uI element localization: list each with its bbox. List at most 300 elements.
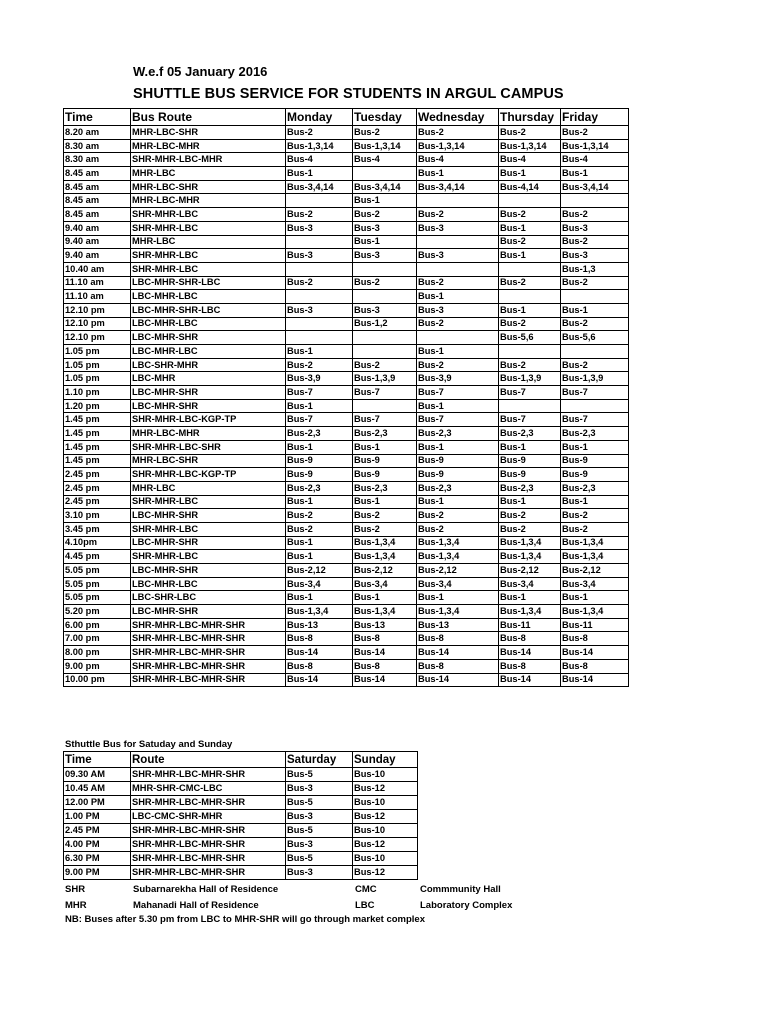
table-cell: 2.45 pm <box>64 481 131 495</box>
table-cell: Bus-3,4,14 <box>286 180 353 194</box>
table-cell: Bus-3,4,14 <box>417 180 499 194</box>
table-cell: Bus-2 <box>417 358 499 372</box>
table-cell: Bus-9 <box>353 468 417 482</box>
table-cell: Bus-2 <box>499 276 561 290</box>
table-cell: LBC-MHR-LBC <box>131 317 286 331</box>
table-cell <box>417 235 499 249</box>
table-cell: Bus-1,3,14 <box>417 139 499 153</box>
table-cell: Bus-13 <box>286 618 353 632</box>
table-cell: Bus-7 <box>417 386 499 400</box>
table-cell: Bus-1,3,4 <box>561 550 629 564</box>
table-row <box>64 522 629 536</box>
table-cell: 5.05 pm <box>64 564 131 578</box>
table-cell: 1.45 pm <box>64 427 131 441</box>
table-cell: Bus-2,12 <box>286 564 353 578</box>
table-cell: 6.30 PM <box>64 852 131 866</box>
table-cell <box>286 262 353 276</box>
table-cell: Bus-1 <box>353 440 417 454</box>
table-cell: Bus-1,3,9 <box>353 372 417 386</box>
weekday-header-row <box>64 109 629 126</box>
table-cell: 12.10 pm <box>64 331 131 345</box>
table-cell: Bus-4,14 <box>499 180 561 194</box>
table-cell: MHR-LBC-MHR <box>131 427 286 441</box>
table-cell: LBC-MHR-SHR <box>131 536 286 550</box>
table-cell: Bus-1,3,4 <box>417 550 499 564</box>
table-row <box>64 208 629 222</box>
table-cell: 4.10pm <box>64 536 131 550</box>
table-cell <box>499 290 561 304</box>
table-cell: Bus-2 <box>353 208 417 222</box>
legend-full-mhr: Mahanadi Hall of Residence <box>133 900 259 911</box>
table-cell: Bus-10 <box>353 824 418 838</box>
table-cell: Bus-1 <box>561 167 629 181</box>
table-cell: Bus-10 <box>353 768 418 782</box>
table-cell <box>286 317 353 331</box>
table-cell <box>499 194 561 208</box>
table-cell: SHR-MHR-LBC-SHR <box>131 440 286 454</box>
table-cell: Bus-5 <box>286 824 353 838</box>
weekend-schedule-table <box>63 751 418 880</box>
table-cell: SHR-MHR-LBC-MHR-SHR <box>131 796 286 810</box>
table-cell: Bus-1,3,4 <box>417 536 499 550</box>
table-cell: Bus-1,3,4 <box>499 536 561 550</box>
table-cell: Bus-3,4 <box>286 577 353 591</box>
table-cell: LBC-MHR-SHR <box>131 605 286 619</box>
table-row <box>64 564 629 578</box>
table-row <box>64 796 418 810</box>
table-cell: Bus-3,4,14 <box>561 180 629 194</box>
table-cell: Bus-3,4 <box>561 577 629 591</box>
table-cell: Bus-2 <box>286 522 353 536</box>
page-title: SHUTTLE BUS SERVICE FOR STUDENTS IN ARGUL CAMPUS <box>133 86 564 102</box>
table-cell: Bus-1 <box>286 167 353 181</box>
table-cell <box>353 167 417 181</box>
table-row <box>64 249 629 263</box>
table-cell <box>417 331 499 345</box>
table-cell: LBC-MHR-LBC <box>131 290 286 304</box>
table-cell: Bus-3 <box>286 810 353 824</box>
table-cell: LBC-MHR-SHR <box>131 564 286 578</box>
table-cell: 8.45 am <box>64 194 131 208</box>
table-cell: Bus-8 <box>561 659 629 673</box>
table-cell: Bus-8 <box>286 659 353 673</box>
table-cell: MHR-LBC <box>131 167 286 181</box>
table-cell <box>561 399 629 413</box>
table-cell: 5.20 pm <box>64 605 131 619</box>
table-cell: Bus-7 <box>353 386 417 400</box>
table-cell: Bus-1 <box>286 345 353 359</box>
table-cell: SHR-MHR-LBC-MHR-SHR <box>131 646 286 660</box>
table-cell: Bus-2 <box>417 276 499 290</box>
table-row <box>64 221 629 235</box>
table-row <box>64 646 629 660</box>
table-cell <box>286 331 353 345</box>
table-cell: Bus-1,3 <box>561 262 629 276</box>
table-cell: Bus-1 <box>561 495 629 509</box>
table-cell: 09.30 AM <box>64 768 131 782</box>
table-cell <box>561 194 629 208</box>
table-cell: 8.00 pm <box>64 646 131 660</box>
table-cell: Bus-2,3 <box>353 481 417 495</box>
table-cell: Bus-9 <box>286 454 353 468</box>
table-row <box>64 372 629 386</box>
table-cell: Bus-5,6 <box>499 331 561 345</box>
table-row <box>64 577 629 591</box>
table-cell: Bus-2 <box>286 509 353 523</box>
table-row <box>64 481 629 495</box>
table-cell: Bus-12 <box>353 866 418 880</box>
table-cell: Bus-2,3 <box>286 481 353 495</box>
table-cell: Bus-13 <box>353 618 417 632</box>
table-cell: 3.45 pm <box>64 522 131 536</box>
table-cell: Bus-1 <box>499 591 561 605</box>
table-cell: LBC-MHR-LBC <box>131 345 286 359</box>
table-cell: Bus-10 <box>353 852 418 866</box>
table-cell: Bus-7 <box>561 413 629 427</box>
table-cell: 2.45 PM <box>64 824 131 838</box>
table-cell: Bus-1,3,14 <box>353 139 417 153</box>
table-cell: MHR-SHR-CMC-LBC <box>131 782 286 796</box>
table-cell: SHR-MHR-LBC-MHR-SHR <box>131 838 286 852</box>
table-cell <box>561 345 629 359</box>
table-row <box>64 345 629 359</box>
table-cell: Bus-3 <box>417 303 499 317</box>
table-cell: 1.00 PM <box>64 810 131 824</box>
table-cell: Bus-3 <box>353 303 417 317</box>
table-cell: Bus-9 <box>417 454 499 468</box>
table-cell: 12.10 pm <box>64 303 131 317</box>
legend-abbr-cmc: CMC <box>355 884 377 895</box>
table-cell: Bus-2 <box>353 358 417 372</box>
table-cell: Bus-8 <box>417 632 499 646</box>
table-cell: Bus-1,3,9 <box>561 372 629 386</box>
table-cell: Bus-1 <box>499 221 561 235</box>
table-row <box>64 167 629 181</box>
note-text: NB: Buses after 5.30 pm from LBC to MHR-SHR will go through market complex <box>65 914 425 925</box>
table-cell: Bus-3 <box>353 249 417 263</box>
table-cell: Bus-1 <box>353 235 417 249</box>
table-cell: Bus-2 <box>499 509 561 523</box>
table-cell: Bus-2 <box>561 522 629 536</box>
table-cell: Bus-3 <box>417 249 499 263</box>
table-row <box>64 454 629 468</box>
table-cell: SHR-MHR-LBC <box>131 495 286 509</box>
table-cell: Bus-1 <box>499 440 561 454</box>
table-cell: Bus-4 <box>286 153 353 167</box>
table-cell: Bus-2 <box>499 126 561 140</box>
table-cell: Bus-1 <box>499 303 561 317</box>
table-row <box>64 838 418 852</box>
table-cell: 9.40 am <box>64 221 131 235</box>
table-cell: SHR-MHR-LBC <box>131 522 286 536</box>
column-header-monday: Monday <box>286 109 353 126</box>
table-row <box>64 468 629 482</box>
table-row <box>64 317 629 331</box>
table-cell: Bus-5 <box>286 852 353 866</box>
table-cell: Bus-1,3,4 <box>286 605 353 619</box>
weekend-caption: Sthuttle Bus for Satuday and Sunday <box>65 739 233 750</box>
table-row <box>64 866 418 880</box>
table-cell: 9.40 am <box>64 249 131 263</box>
table-cell: Bus-2 <box>353 276 417 290</box>
table-cell: Bus-14 <box>561 646 629 660</box>
table-cell: Bus-2 <box>499 208 561 222</box>
table-cell: Bus-2,3 <box>286 427 353 441</box>
table-row <box>64 824 418 838</box>
table-cell: Bus-1 <box>353 495 417 509</box>
table-cell: Bus-2,3 <box>417 481 499 495</box>
table-cell: 8.45 am <box>64 208 131 222</box>
table-cell: 1.45 pm <box>64 454 131 468</box>
table-cell: Bus-3,4,14 <box>353 180 417 194</box>
table-cell: 11.10 am <box>64 276 131 290</box>
table-cell: SHR-MHR-LBC-KGP-TP <box>131 413 286 427</box>
table-cell: 1.20 pm <box>64 399 131 413</box>
table-row <box>64 591 629 605</box>
table-row <box>64 399 629 413</box>
table-cell: Bus-9 <box>417 468 499 482</box>
table-cell: Bus-1 <box>286 440 353 454</box>
table-cell: Bus-1 <box>417 345 499 359</box>
column-header-tuesday: Tuesday <box>353 109 417 126</box>
table-row <box>64 632 629 646</box>
table-cell: 1.05 pm <box>64 358 131 372</box>
table-cell: MHR-LBC-SHR <box>131 126 286 140</box>
table-cell: Bus-1 <box>417 290 499 304</box>
table-cell: Bus-12 <box>353 810 418 824</box>
table-cell: 10.00 pm <box>64 673 131 687</box>
table-cell: 2.45 pm <box>64 468 131 482</box>
table-cell: MHR-LBC-SHR <box>131 180 286 194</box>
table-cell: 1.45 pm <box>64 440 131 454</box>
table-cell: LBC-SHR-LBC <box>131 591 286 605</box>
table-cell: LBC-MHR-SHR <box>131 386 286 400</box>
table-cell: 8.30 am <box>64 153 131 167</box>
table-cell: Bus-2,12 <box>499 564 561 578</box>
table-cell: LBC-CMC-SHR-MHR <box>131 810 286 824</box>
table-cell: Bus-8 <box>561 632 629 646</box>
table-cell: Bus-8 <box>499 632 561 646</box>
table-cell <box>417 194 499 208</box>
table-cell: Bus-2 <box>561 358 629 372</box>
table-cell: Bus-5 <box>286 768 353 782</box>
table-row <box>64 413 629 427</box>
table-row <box>64 673 629 687</box>
column-header-bus-route: Bus Route <box>131 109 286 126</box>
table-cell: Bus-3 <box>286 221 353 235</box>
table-row <box>64 303 629 317</box>
table-cell: Bus-1,2 <box>353 317 417 331</box>
column-header-friday: Friday <box>561 109 629 126</box>
table-cell: Bus-1 <box>353 194 417 208</box>
table-cell: Bus-3,4 <box>353 577 417 591</box>
table-cell: Bus-3 <box>286 838 353 852</box>
table-cell: Bus-3 <box>286 782 353 796</box>
table-cell: Bus-1,3,14 <box>561 139 629 153</box>
table-cell: 8.45 am <box>64 180 131 194</box>
table-cell: LBC-MHR-SHR-LBC <box>131 303 286 317</box>
table-cell: Bus-11 <box>499 618 561 632</box>
table-cell: Bus-2 <box>499 317 561 331</box>
table-cell: Bus-1 <box>417 399 499 413</box>
table-cell: Bus-4 <box>499 153 561 167</box>
table-cell <box>499 399 561 413</box>
table-cell: MHR-LBC <box>131 235 286 249</box>
table-row <box>64 782 418 796</box>
legend-full-shr: Subarnarekha Hall of Residence <box>133 884 279 895</box>
table-cell: SHR-MHR-LBC-MHR-SHR <box>131 632 286 646</box>
table-cell: Bus-1 <box>561 591 629 605</box>
table-cell: Bus-2,3 <box>561 481 629 495</box>
table-row <box>64 509 629 523</box>
table-cell: Bus-8 <box>499 659 561 673</box>
weekend-header-row <box>64 752 418 768</box>
table-cell <box>286 235 353 249</box>
table-cell: Bus-1,3,4 <box>353 536 417 550</box>
table-cell: Bus-1 <box>286 591 353 605</box>
table-cell: Bus-8 <box>353 659 417 673</box>
table-cell <box>561 290 629 304</box>
table-cell: SHR-MHR-LBC <box>131 262 286 276</box>
table-cell: LBC-MHR-SHR <box>131 399 286 413</box>
table-cell: 5.05 pm <box>64 591 131 605</box>
table-cell: 1.05 pm <box>64 372 131 386</box>
table-cell: Bus-1 <box>286 536 353 550</box>
table-cell: 1.10 pm <box>64 386 131 400</box>
weekend-table-body <box>64 768 418 880</box>
table-row <box>64 536 629 550</box>
table-cell: Bus-2 <box>417 509 499 523</box>
table-cell: Bus-1 <box>286 495 353 509</box>
table-row <box>64 290 629 304</box>
table-cell: Bus-2,12 <box>353 564 417 578</box>
table-cell: MHR-LBC-MHR <box>131 194 286 208</box>
table-cell: SHR-MHR-LBC <box>131 249 286 263</box>
table-cell <box>353 345 417 359</box>
table-row <box>64 194 629 208</box>
table-cell: Bus-2 <box>417 126 499 140</box>
table-cell: 8.20 am <box>64 126 131 140</box>
table-cell: Bus-3 <box>561 221 629 235</box>
table-row <box>64 153 629 167</box>
table-cell: Bus-2 <box>561 126 629 140</box>
table-cell: Bus-7 <box>499 413 561 427</box>
table-cell: Bus-2,3 <box>499 427 561 441</box>
table-cell: Bus-8 <box>417 659 499 673</box>
table-cell: LBC-MHR-LBC <box>131 577 286 591</box>
table-cell: Bus-5 <box>286 796 353 810</box>
table-cell: LBC-MHR-SHR-LBC <box>131 276 286 290</box>
table-cell: Bus-7 <box>286 386 353 400</box>
table-cell: Bus-1 <box>286 399 353 413</box>
table-cell: 4.45 pm <box>64 550 131 564</box>
column-header-wednesday: Wednesday <box>417 109 499 126</box>
table-cell: Bus-14 <box>286 646 353 660</box>
legend-abbr-shr: SHR <box>65 884 86 895</box>
table-cell: MHR-LBC-MHR <box>131 139 286 153</box>
table-cell: 10.40 am <box>64 262 131 276</box>
table-cell: MHR-LBC <box>131 481 286 495</box>
table-cell: Bus-1,3,9 <box>499 372 561 386</box>
table-cell: Bus-1 <box>417 591 499 605</box>
table-cell: Bus-1 <box>417 440 499 454</box>
column-header-time: Time <box>64 752 131 768</box>
table-cell <box>286 194 353 208</box>
table-cell: Bus-3 <box>353 221 417 235</box>
table-cell: 12.10 pm <box>64 317 131 331</box>
table-cell: Bus-7 <box>286 413 353 427</box>
table-cell: MHR-LBC-SHR <box>131 454 286 468</box>
table-cell <box>353 262 417 276</box>
table-cell: Bus-2,3 <box>353 427 417 441</box>
table-cell: SHR-MHR-LBC-MHR-SHR <box>131 659 286 673</box>
table-cell: Bus-2 <box>499 358 561 372</box>
table-cell: Bus-9 <box>499 454 561 468</box>
table-cell: Bus-3 <box>417 221 499 235</box>
table-row <box>64 427 629 441</box>
table-cell: Bus-2 <box>286 208 353 222</box>
table-cell <box>353 331 417 345</box>
table-cell: Bus-2 <box>353 126 417 140</box>
column-header-time: Time <box>64 109 131 126</box>
table-cell: 4.00 PM <box>64 838 131 852</box>
table-cell: LBC-MHR <box>131 372 286 386</box>
table-cell: Bus-3,9 <box>286 372 353 386</box>
table-cell: Bus-14 <box>561 673 629 687</box>
table-cell: Bus-1 <box>499 167 561 181</box>
table-cell: LBC-SHR-MHR <box>131 358 286 372</box>
table-cell: SHR-MHR-LBC <box>131 208 286 222</box>
table-cell: Bus-1 <box>417 167 499 181</box>
table-cell: Bus-7 <box>353 413 417 427</box>
table-cell: 7.00 pm <box>64 632 131 646</box>
table-cell: Bus-1,3,14 <box>499 139 561 153</box>
table-cell: Bus-1,3,4 <box>353 550 417 564</box>
table-cell: Bus-12 <box>353 838 418 852</box>
table-cell: Bus-2,3 <box>561 427 629 441</box>
table-cell: Bus-2,12 <box>561 564 629 578</box>
table-cell: Bus-14 <box>286 673 353 687</box>
column-header-thursday: Thursday <box>499 109 561 126</box>
table-cell: Bus-1 <box>499 495 561 509</box>
table-cell: SHR-MHR-LBC-MHR-SHR <box>131 824 286 838</box>
table-cell: Bus-1,3,4 <box>561 605 629 619</box>
table-row <box>64 605 629 619</box>
table-cell: 9.40 am <box>64 235 131 249</box>
table-cell: Bus-1,3,4 <box>561 536 629 550</box>
table-cell: Bus-14 <box>499 673 561 687</box>
table-cell: LBC-MHR-SHR <box>131 331 286 345</box>
table-cell: Bus-3 <box>286 866 353 880</box>
table-cell: Bus-1 <box>561 303 629 317</box>
table-row <box>64 358 629 372</box>
table-cell: Bus-1,3,4 <box>499 605 561 619</box>
table-cell: Bus-2 <box>499 522 561 536</box>
table-cell: Bus-1,3,14 <box>286 139 353 153</box>
column-header-route: Route <box>131 752 286 768</box>
table-cell: Bus-1 <box>417 495 499 509</box>
table-cell: Bus-3 <box>561 249 629 263</box>
weekday-schedule-table <box>63 108 629 687</box>
table-row <box>64 331 629 345</box>
table-cell: Bus-2,3 <box>417 427 499 441</box>
table-cell: Bus-2 <box>353 522 417 536</box>
table-cell: SHR-MHR-LBC-MHR-SHR <box>131 852 286 866</box>
table-cell: 2.45 pm <box>64 495 131 509</box>
table-cell: Bus-2 <box>286 358 353 372</box>
table-cell: Bus-1 <box>286 550 353 564</box>
table-cell <box>353 290 417 304</box>
